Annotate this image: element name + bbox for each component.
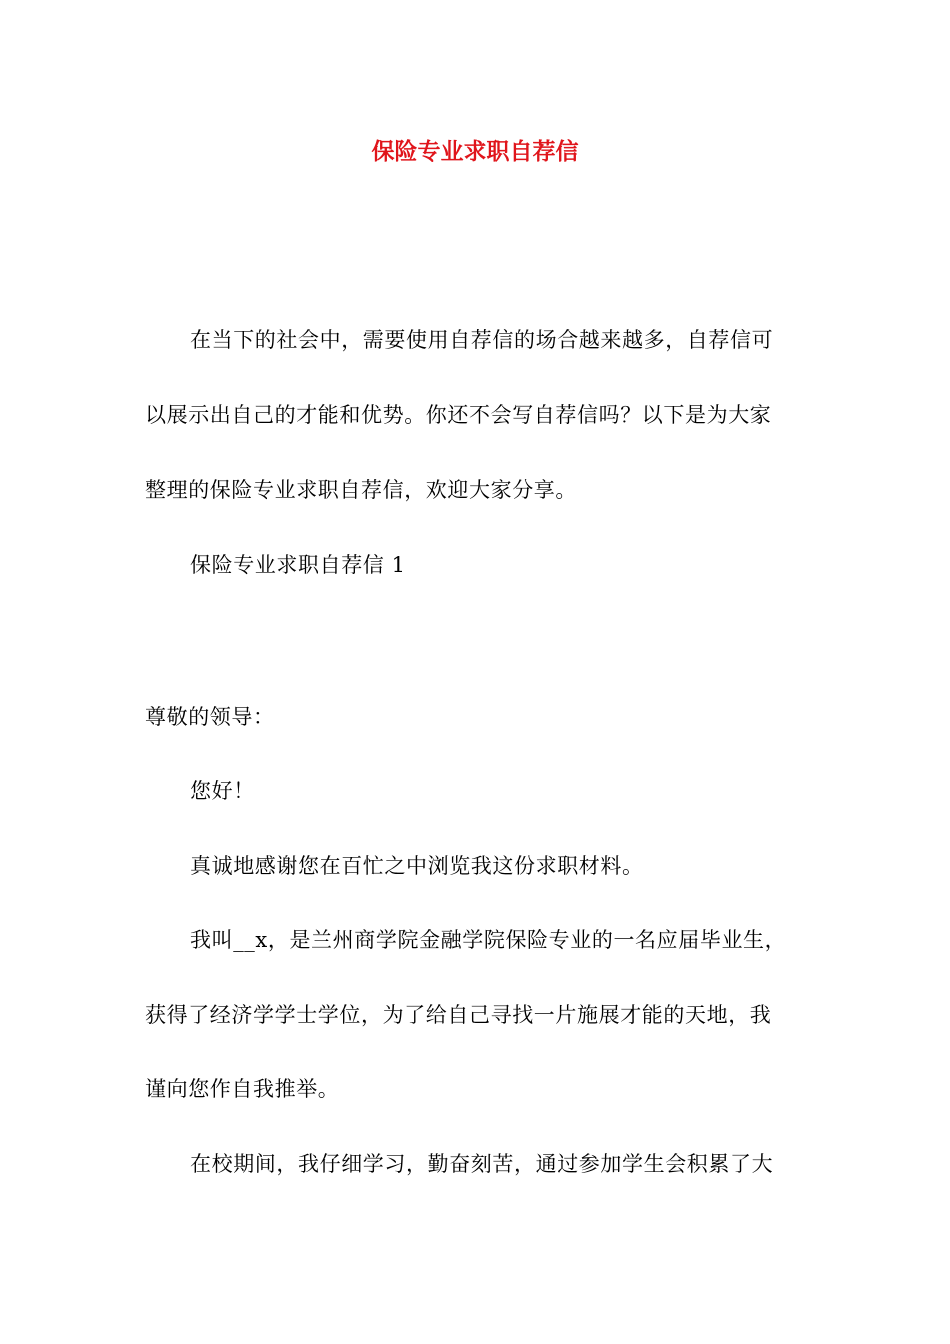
paragraph-line: 获得了经济学学士学位，为了给自己寻找一片施展才能的天地，我 (145, 1003, 772, 1027)
paragraph-line: 我叫__x，是兰州商学院金融学院保险专业的一名应届毕业生， (190, 928, 787, 952)
paragraph-line: 在当下的社会中，需要使用自荐信的场合越来越多，自荐信可 (190, 328, 774, 352)
paragraph-line: 以展示出自己的才能和优势。你还不会写自荐信吗？以下是为大家 (145, 403, 772, 427)
greeting: 您好！ (190, 779, 255, 803)
paragraph-line: 整理的保险专业求职自荐信，欢迎大家分享。 (145, 478, 577, 502)
paragraph-line: 在校期间，我仔细学习，勤奋刻苦，通过参加学生会积累了大 (190, 1152, 774, 1176)
salutation: 尊敬的领导： (145, 705, 275, 729)
document-title: 保险专业求职自荐信 (371, 138, 579, 165)
section-heading: 保险专业求职自荐信 1 (190, 553, 406, 577)
paragraph-line: 谨向您作自我推举。 (145, 1077, 340, 1101)
paragraph-line: 真诚地感谢您在百忙之中浏览我这份求职材料。 (190, 854, 644, 878)
